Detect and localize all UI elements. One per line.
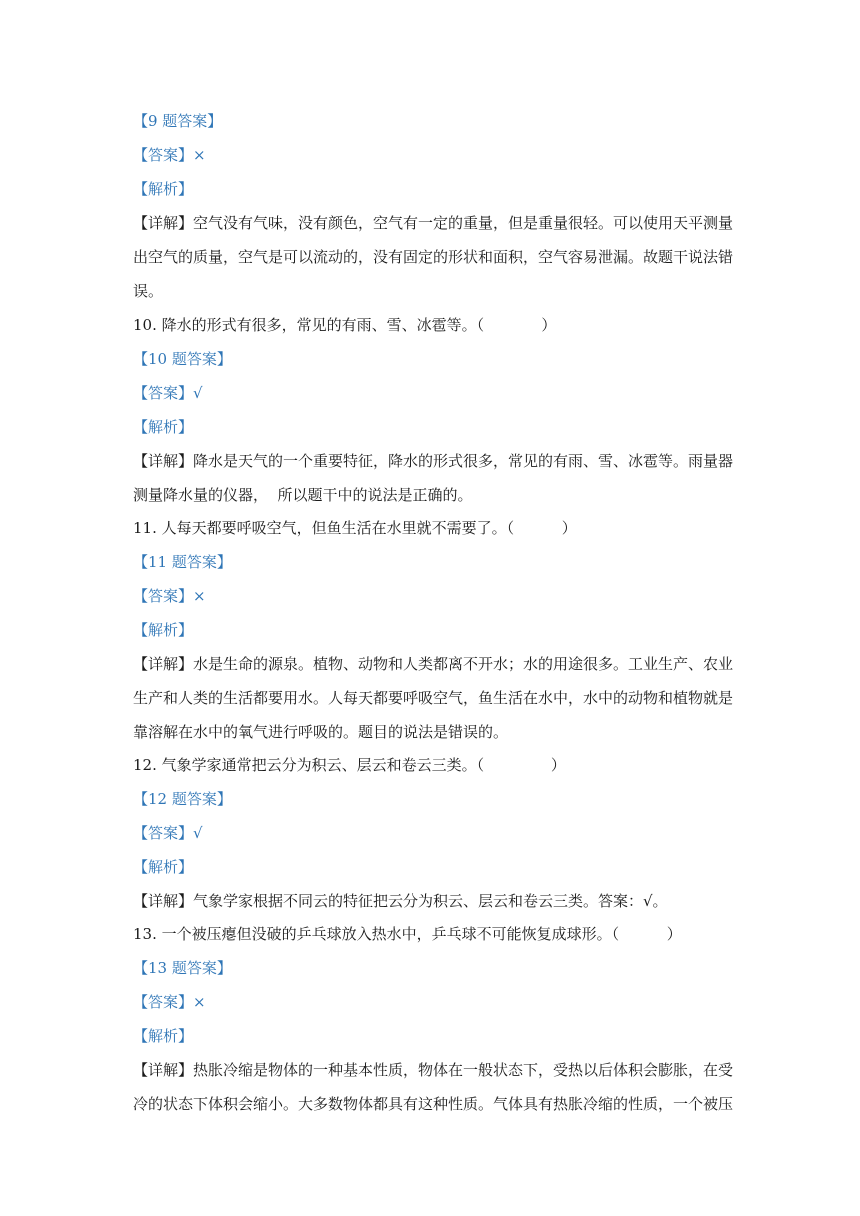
detail-line: 靠溶解在水中的氧气进行呼吸的。题目的说法是错误的。 bbox=[133, 723, 509, 741]
answer-label-9: 【答案】× bbox=[133, 146, 206, 164]
detail-line: 【详解】降水是天气的一个重要特征，降水的形式很多，常见的有雨、雪、冰雹等。雨量器 bbox=[133, 452, 734, 470]
answer-heading-10: 【10 题答案】 bbox=[133, 350, 232, 368]
detail-paragraph-10 bbox=[133, 451, 733, 519]
analysis-label-11: 【解析】 bbox=[133, 621, 194, 639]
answer-heading-12: 【12 题答案】 bbox=[133, 790, 232, 808]
question-13: 13. 一个被压瘪但没破的乒乓球放入热水中，乒乓球不可能恢复成球形。（ ） bbox=[133, 925, 682, 943]
answer-label-13: 【答案】× bbox=[133, 993, 206, 1011]
analysis-label-12: 【解析】 bbox=[133, 858, 194, 876]
answer-label-10: 【答案】√ bbox=[133, 384, 203, 402]
analysis-label-13: 【解析】 bbox=[133, 1027, 194, 1045]
detail-line: 出空气的质量，空气是可以流动的，没有固定的形状和面积，空气容易泄漏。故题干说法错 bbox=[133, 248, 734, 266]
detail-paragraph-13 bbox=[133, 1060, 733, 1128]
detail-paragraph-11 bbox=[133, 654, 733, 756]
answer-label-12: 【答案】√ bbox=[133, 824, 203, 842]
question-10: 10. 降水的形式有很多，常见的有雨、雪、冰雹等。（ ） bbox=[133, 316, 557, 334]
detail-line: 误。 bbox=[133, 282, 164, 300]
detail-line: 【详解】水是生命的源泉。植物、动物和人类都离不开水；水的用途很多。工业生产、农业 bbox=[133, 655, 734, 673]
detail-paragraph-9 bbox=[133, 213, 733, 315]
detail-line: 测量降水量的仪器， 所以题干中的说法是正确的。 bbox=[133, 486, 473, 504]
question-11: 11. 人每天都要呼吸空气，但鱼生活在水里就不需要了。（ ） bbox=[133, 519, 577, 537]
analysis-label-10: 【解析】 bbox=[133, 418, 194, 436]
detail-line: 【详解】空气没有气味，没有颜色，空气有一定的重量，但是重量很轻。可以使用天平测量 bbox=[133, 214, 734, 232]
question-12: 12. 气象学家通常把云分为积云、层云和卷云三类。（ ） bbox=[133, 756, 566, 774]
answer-heading-9: 【9 题答案】 bbox=[133, 112, 223, 130]
detail-paragraph-12 bbox=[133, 891, 733, 925]
detail-line: 【详解】热胀冷缩是物体的一种基本性质，物体在一般状态下，受热以后体积会膨胀，在受 bbox=[133, 1061, 734, 1079]
detail-line: 冷的状态下体积会缩小。大多数物体都具有这种性质。气体具有热胀冷缩的性质，一个被压 bbox=[133, 1095, 734, 1113]
answer-heading-13: 【13 题答案】 bbox=[133, 959, 232, 977]
answer-label-11: 【答案】× bbox=[133, 587, 206, 605]
analysis-label-9: 【解析】 bbox=[133, 180, 194, 198]
answer-heading-11: 【11 题答案】 bbox=[133, 553, 232, 571]
detail-line: 生产和人类的生活都要用水。人每天都要呼吸空气，鱼生活在水中，水中的动物和植物就是 bbox=[133, 689, 734, 707]
detail-line: 【详解】气象学家根据不同云的特征把云分为积云、层云和卷云三类。答案：√。 bbox=[133, 892, 668, 910]
